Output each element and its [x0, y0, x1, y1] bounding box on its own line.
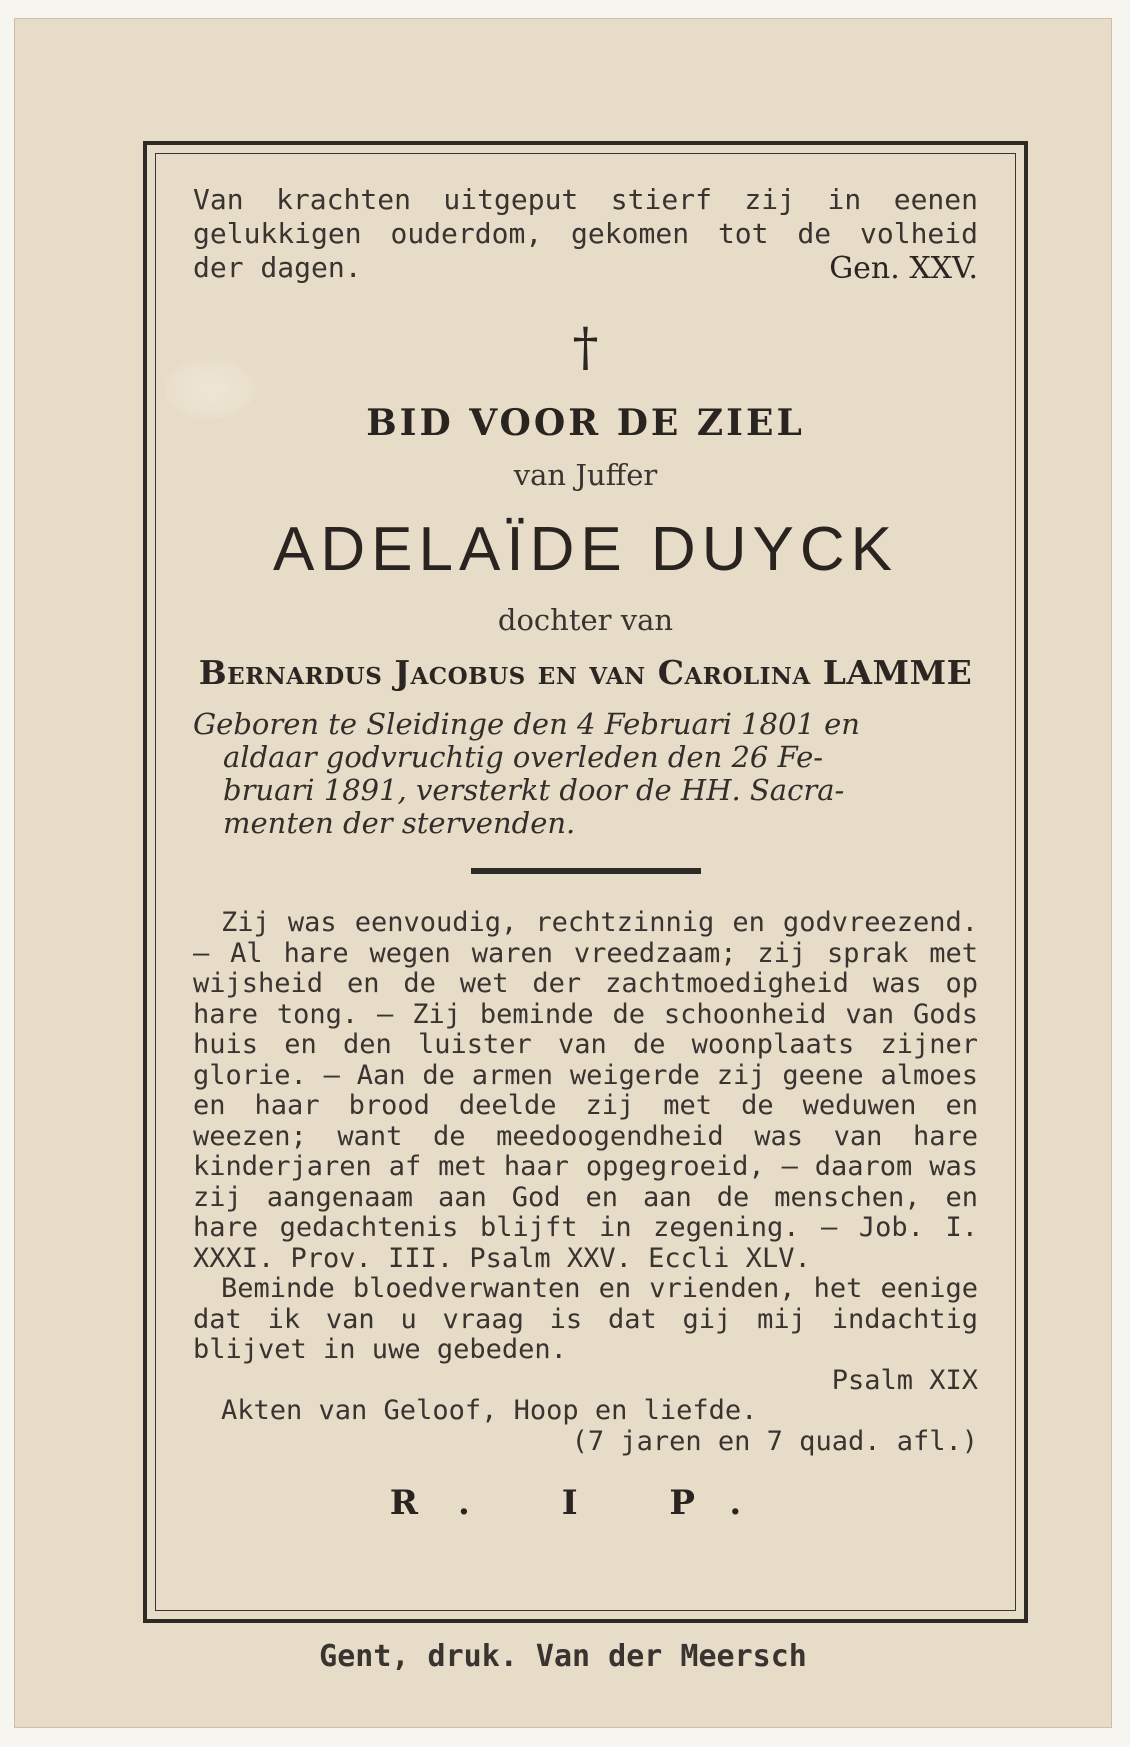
eulogy-text: Zij was eenvoudig, rechtzinnig en godvreezend. — Al hare wegen waren vreedzaam; zij sprak met wijsheid en de wet der zachtmoedigheid was op hare tong. — Zij beminde de schoonheid van Gods huis en den luister van de woonplaats zijner glorie. — Aan de armen weigerde zij geene almoes en haar brood deelde zij met de weduwen en weezen; want de meedoogendheid was van hare kinderjaren af met haar opgegroeid, — daarom was zij aangenaam aan God en aan de menschen, en hare gedachtenis blijft in zegening. — Job. I. XXXI. Prov. III. Psalm XXV. Eccli XLV. [193, 907, 978, 1274]
acts-text: Akten van Geloof, Hoop en liefde. [221, 1395, 758, 1426]
deceased-name: ADELAÏDE DUYCK [273, 515, 898, 584]
request-text: Beminde bloedverwanten en vrienden, het eenige dat ik van u vraag is dat gij mij indachtig blijvet in uwe gebeden. [193, 1273, 978, 1365]
text-frame [143, 141, 1028, 1623]
cross-icon: † [572, 318, 599, 378]
divider-rule [471, 868, 701, 874]
birth-death-line-2: aldaar godvruchtig overleden den 26 Fe- [223, 740, 824, 774]
rip-text: R. I P. [389, 1483, 782, 1523]
epigraph: Van krachten uitgeput stierf zij in eenen gelukkigen ouderdom, gekomen tot de volheid der dagen. [193, 183, 978, 284]
eulogy-block [193, 908, 978, 1457]
title-prefix: van Juffer [513, 458, 658, 492]
birth-death-line-1: Geboren te Sleidinge den 4 Februari 1801 en [193, 707, 860, 741]
indulgence-text: (7 jaren en 7 quad. afl.) [571, 1425, 978, 1457]
request-reference: Psalm XIX [831, 1364, 978, 1396]
birth-death-line-3: bruari 1891, versterkt door de HH. Sacra- [223, 773, 845, 807]
daughter-of: dochter van [497, 603, 674, 637]
printer-credit: Gent, druk. Van der Meersch [319, 1639, 807, 1674]
memorial-card [14, 18, 1112, 1728]
birth-death-line-4: menten der stervenden. [223, 806, 576, 840]
birth-death-text [193, 708, 978, 840]
parents-names: Bernardus Jacobus en van Carolina LAMME [198, 653, 973, 692]
card-content [193, 183, 978, 1523]
prayer-title: BID VOOR DE ZIEL [366, 402, 805, 444]
epigraph-reference: Gen. XXV. [829, 251, 978, 286]
